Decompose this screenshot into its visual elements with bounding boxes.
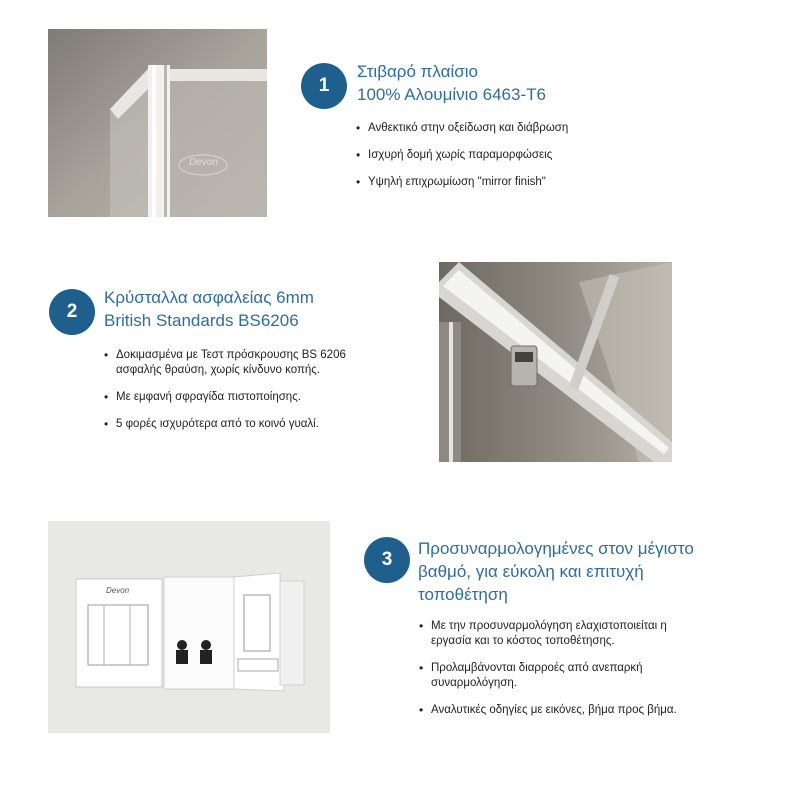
feature-1-title-line1: Στιβαρό πλαίσιο [357,62,478,81]
safety-glass-photo [439,262,672,462]
feature-3-title-line3: τοποθέτηση [418,585,508,604]
feature-2-title-line2: British Standards BS6206 [104,311,299,330]
feature-1-bullets [356,121,656,202]
list-item: • Δοκιμασμένα με Τεστ πρόσκρουσης BS 6206 ασφαλής θραύση, χωρίς κίνδυνο κοπής. [104,348,404,378]
feature-2-bullets [104,348,404,444]
feature-3-title-line2: βαθμό, για εύκολη και επιτυχή [418,562,644,581]
aluminium-frame-photo [48,29,267,217]
installation-manual-photo [48,521,330,733]
list-item: • Προλαμβάνονται διαρροές από ανεπαρκή συναρμολόγηση. [419,661,749,691]
list-item: • Ανθεκτικό στην οξείδωση και διάβρωση [356,121,656,136]
list-item: • 5 φορές ισχυρότερα από το κοινό γυαλί. [104,417,404,432]
manual-logo-text: Devon [106,586,130,595]
photo-logo-text: Devon [189,157,218,168]
list-item: • Με την προσυναρμολόγηση ελαχιστοποιείται η εργασία και το κόστος τοποθέτησης. [419,619,749,649]
frame-corner-illustration [48,29,267,217]
feature-2-title-line1: Κρύσταλλα ασφαλείας 6mm [104,288,314,307]
step-badge-3: 3 [364,537,410,583]
feature-2-title [104,286,314,332]
feature-1-title-line2: 100% Αλουμίνιο 6463-T6 [357,85,546,104]
feature-3-bullets [419,619,749,730]
glass-hinge-illustration [439,262,672,462]
feature-3-title-line1: Προσυναρμολογημένες στον μέγιστο [418,539,694,558]
step-badge-2: 2 [49,289,95,335]
step-badge-1: 1 [301,63,347,109]
manual-booklet-illustration [48,521,330,733]
feature-3-title [418,537,694,606]
list-item: • Υψηλή επιχρωμίωση "mirror finish" [356,175,656,190]
list-item: • Αναλυτικές οδηγίες με εικόνες, βήμα προς βήμα. [419,703,749,718]
list-item: • Με εμφανή σφραγίδα πιστοποίησης. [104,390,404,405]
feature-1-title [357,60,546,106]
list-item: • Ισχυρή δομή χωρίς παραμορφώσεις [356,148,656,163]
